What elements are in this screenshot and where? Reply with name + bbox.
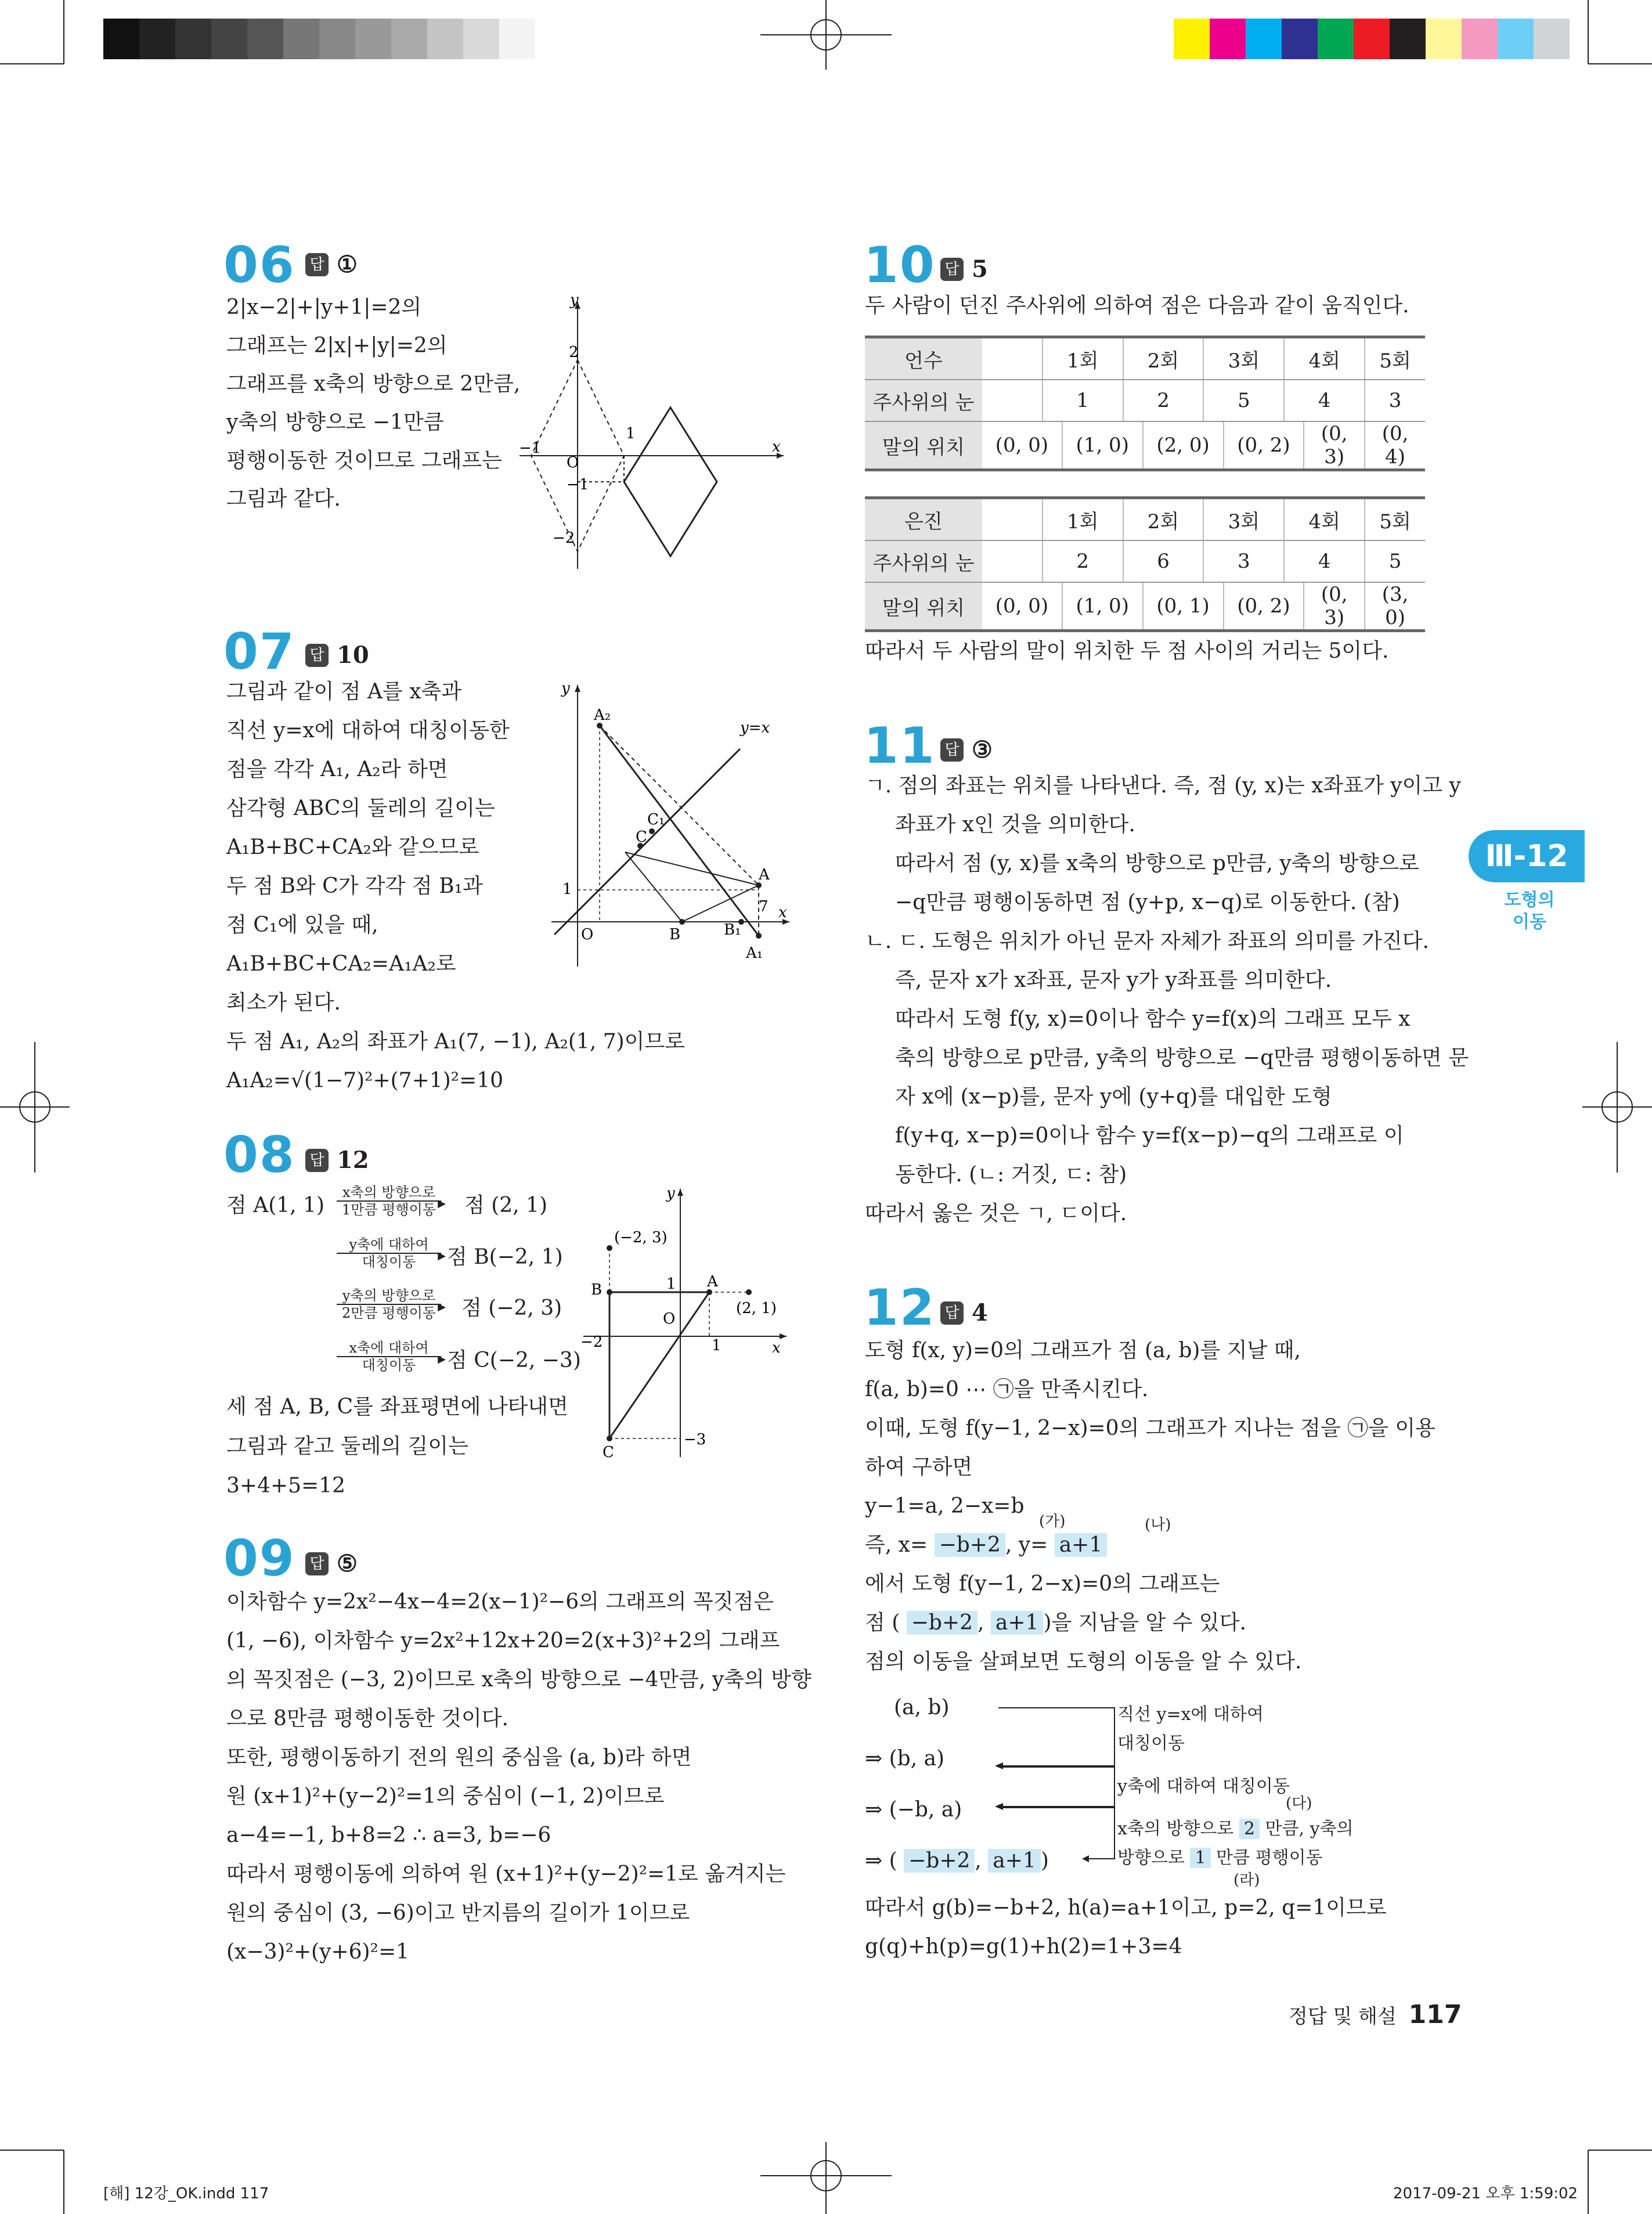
round-cell: 5회: [1365, 498, 1425, 541]
eq-mid: , y=: [1005, 1533, 1048, 1557]
text-line: 하여 구하면: [865, 1455, 973, 1479]
text-line: ㄱ. 점의 좌표는 위치를 나타낸다. 즉, 점 (y, x)는 x좌표가 y이고 y: [865, 774, 1461, 798]
axis-y-label: y: [666, 1185, 675, 1202]
start-point: 점 A(1, 1): [226, 1193, 325, 1217]
answer-blank-ga: −b+2: [935, 1533, 1005, 1557]
axis-y-label: y: [561, 680, 570, 697]
problem-10-number: 10: [864, 236, 936, 294]
chain-step: ⇒ (b, a): [865, 1747, 945, 1771]
axis-x-label: x: [778, 904, 787, 921]
dice-cell: 1: [1043, 380, 1123, 421]
answer-badge: 답: [305, 644, 329, 667]
tick-label: 2: [569, 344, 579, 361]
problem-06-graph: [511, 293, 789, 572]
section-label: 정답 및 해설: [1289, 2005, 1397, 2028]
text-line: 평행이동한 것이므로 그래프는: [226, 449, 502, 473]
position-cell: (1, 0): [1062, 582, 1143, 631]
text-line: 또한, 평행이동하기 전의 원의 중심을 (a, b)라 하면: [226, 1746, 692, 1769]
tick-label: −1: [567, 476, 589, 493]
text-line: 즉, 문자 x가 x좌표, 문자 y가 y좌표를 의미한다.: [895, 968, 1332, 992]
row-header: 주사위의 눈: [865, 380, 982, 421]
step-result: 점 (2, 1): [464, 1193, 548, 1217]
problem-08-number: 08: [223, 1126, 295, 1184]
point-label: A₂: [594, 706, 611, 724]
dice-cell: 5: [1365, 540, 1425, 582]
position-cell: (2, 0): [1143, 421, 1224, 470]
point-label: B: [669, 926, 681, 943]
text-line: f(a, b)=0 ⋯ ㉠을 만족시킨다.: [865, 1378, 1149, 1401]
point-label: C: [636, 828, 647, 846]
text-line: 최소가 된다.: [226, 991, 341, 1015]
arrow-label-top: x축의 방향으로: [342, 1184, 436, 1200]
text-line: 따라서 평행이동에 의하여 원 (x+1)²+(y−2)²=1로 옮겨지는: [226, 1862, 786, 1886]
text-line: 따라서 옳은 것은 ㄱ, ㄷ이다.: [865, 1202, 1127, 1225]
note-line: 직선 y=x에 대하여: [1117, 1704, 1264, 1725]
chain-brackets: [981, 1701, 1120, 1875]
label-na: (나): [1145, 1516, 1171, 1534]
answer-badge: 답: [940, 1301, 964, 1325]
arrow-label-top: y축의 방향으로: [342, 1288, 436, 1304]
round-cell: 1회: [1043, 337, 1123, 380]
text-line: 점 C₁에 있을 때,: [226, 913, 378, 937]
round-cell: 2회: [1123, 498, 1204, 541]
position-cell: (0, 0): [982, 421, 1062, 470]
arrow-label-bottom: 2만큼 평행이동: [341, 1305, 436, 1321]
round-cell: 4회: [1284, 498, 1365, 541]
dice-cell: 3: [1365, 380, 1425, 421]
position-cell: (0, 3): [1304, 421, 1365, 470]
text-line: 2|x−2|+|y+1|=2의: [226, 295, 422, 319]
file-info: [해] 12강_OK.indd 117: [103, 2185, 269, 2202]
text-line: 원 (x+1)²+(y−2)²=1의 중심이 (−1, 2)이므로: [226, 1784, 665, 1808]
text-line: 따라서 도형 f(y, x)=0이나 함수 y=f(x)의 그래프 모두 x: [895, 1007, 1411, 1031]
round-cell: 2회: [1123, 337, 1204, 380]
text-line: f(y+q, x−p)=0이나 함수 y=f(x−p)−q의 그래프로 이: [895, 1124, 1404, 1148]
dice-cell: 4: [1284, 380, 1365, 421]
dice-cell: 4: [1284, 540, 1365, 582]
text-line: 그래프를 x축의 방향으로 2만큼,: [226, 372, 521, 396]
dice-cell: 6: [1123, 540, 1204, 582]
text-line: 점을 각각 A₁, A₂라 하면: [226, 758, 448, 781]
answer-blank: a+1: [988, 1849, 1041, 1873]
axis-x-label: x: [772, 438, 781, 456]
position-cell: (0, 2): [1224, 582, 1304, 631]
text-line: 직선 y=x에 대하여 대칭이동한: [226, 719, 510, 742]
text-line: 그림과 같고 둘레의 길이는: [226, 1434, 468, 1458]
origin-label: O: [567, 454, 579, 471]
text-line: 그림과 같다.: [226, 487, 341, 511]
label-da: (다): [1286, 1795, 1312, 1812]
text-line: 삼각형 ABC의 둘레의 길이는: [226, 796, 495, 820]
answer-value: ①: [337, 251, 358, 278]
tick-label: 1: [562, 881, 572, 898]
point-label: A₁: [746, 944, 763, 962]
tick-label: −2: [580, 1333, 603, 1351]
dice-cell: 5: [1203, 380, 1284, 421]
round-cell: 3회: [1203, 337, 1284, 380]
problem-11-number: 11: [864, 717, 936, 775]
note-line: 만큼, y축의: [1265, 1819, 1354, 1839]
text-line: ㄴ. ㄷ. 도형은 위치가 아닌 문자 자체가 좌표의 의미를 가진다.: [865, 929, 1429, 953]
text-line: y−1=a, 2−x=b: [865, 1494, 1025, 1518]
text-line: a−4=−1, b+8=2 ∴ a=3, b=−6: [226, 1823, 551, 1847]
row-header: 주사위의 눈: [865, 540, 982, 582]
problem-07-graph: [549, 679, 792, 969]
step-result: 점 (−2, 3): [461, 1296, 562, 1320]
problem-09-number: 09: [223, 1530, 295, 1588]
page-footer: [1289, 2000, 1462, 2029]
dice-cell: 2: [1043, 540, 1123, 582]
dice-cell: 2: [1123, 380, 1204, 421]
round-cell: 5회: [1365, 337, 1425, 380]
chain-step: (a, b): [894, 1696, 950, 1719]
note-line: 만큼 평행이동: [1216, 1848, 1323, 1868]
problem-06-answer: [305, 251, 358, 278]
note-line: y축에 대하여 대칭이동: [1117, 1776, 1290, 1797]
intro-text: 두 사람이 던진 주사위에 의하여 점은 다음과 같이 움직인다.: [865, 294, 1409, 318]
point-label: B₁: [724, 921, 741, 939]
text-line: A₁B+BC+CA₂와 같으므로: [226, 835, 479, 859]
text-line: 두 점 B와 C가 각각 점 B₁과: [226, 874, 483, 898]
text-line: 원의 중심이 (3, −6)이고 반지름의 길이가 1이므로: [226, 1901, 690, 1925]
position-cell: (3, 0): [1365, 582, 1425, 631]
answer-blank-na: a+1: [1055, 1533, 1108, 1557]
problem-12-answer: [940, 1299, 988, 1326]
conclusion-text: 따라서 두 사람의 말이 위치한 두 점 사이의 거리는 5이다.: [865, 639, 1389, 663]
text-part: ⇒ (: [865, 1849, 897, 1873]
text-line: A₁B+BC+CA₂=A₁A₂로: [226, 952, 456, 976]
text-line: 두 점 A₁, A₂의 좌표가 A₁(7, −1), A₂(1, 7)이므로: [226, 1030, 685, 1054]
position-cell: (0, 0): [982, 582, 1062, 631]
text-line: 으로 8만큼 평행이동한 것이다.: [226, 1707, 508, 1730]
label-ra: (라): [1233, 1872, 1260, 1889]
point-label: A: [707, 1273, 718, 1290]
text-line: 축의 방향으로 p만큼, y축의 방향으로 −q만큼 평행이동하면 문: [895, 1046, 1469, 1070]
origin-label: O: [663, 1310, 676, 1328]
text-line: 자 x에 (x−p)를, 문자 y에 (y+q)를 대입한 도형: [895, 1085, 1332, 1109]
answer-value: ③: [972, 736, 993, 763]
text-line: 동한다. (ㄴ: 거짓, ㄷ: 참): [895, 1163, 1127, 1187]
position-cell: (0, 2): [1224, 421, 1304, 470]
text-line: 좌표가 x인 것을 의미한다.: [895, 813, 1135, 836]
eq-prefix: 즉, x=: [865, 1533, 928, 1557]
answer-badge: 답: [305, 1552, 329, 1575]
tick-label: −1: [519, 439, 542, 457]
chain-step: ⇒ (−b, a): [865, 1798, 962, 1822]
arrow-label-top: y축에 대하여: [349, 1236, 429, 1253]
row-header: 말의 위치: [865, 582, 982, 631]
answer-blank: −b+2: [907, 1611, 978, 1635]
row-header: 말의 위치: [865, 421, 982, 470]
answer-badge: 답: [305, 253, 329, 276]
text-line: 그림과 같이 점 A를 x축과: [226, 680, 462, 704]
dice-table-eunjin: [865, 496, 1425, 632]
passing-point: [865, 1610, 1246, 1636]
step-result: 점 B(−2, 1): [447, 1245, 563, 1269]
arrow-label-bottom: 1만큼 평행이동: [341, 1202, 436, 1218]
position-cell: (1, 0): [1062, 421, 1143, 470]
page-number: 117: [1408, 2000, 1462, 2029]
problem-08-answer: [305, 1146, 369, 1174]
answer-blank: −b+2: [904, 1849, 975, 1873]
round-cell: 3회: [1203, 498, 1284, 541]
position-cell: (0, 4): [1365, 421, 1425, 470]
origin-label: O: [581, 926, 594, 943]
text-line: y축의 방향으로 −1만큼: [226, 410, 444, 434]
point-label: C: [603, 1444, 614, 1461]
note-line: 방향으로: [1117, 1848, 1185, 1868]
label-ga: (가): [1039, 1513, 1066, 1530]
axis-y-label: y: [570, 293, 579, 309]
text-line: 에서 도형 f(y−1, 2−x)=0의 그래프는: [865, 1572, 1220, 1596]
chapter-label: [1474, 889, 1585, 933]
row-header: 언수: [865, 337, 982, 380]
point-label: (−2, 3): [614, 1229, 668, 1246]
dice-cell: 3: [1203, 540, 1284, 582]
axis-x-label: x: [772, 1339, 781, 1357]
arrow-label-top: x축에 대하여: [349, 1340, 429, 1356]
answer-value: ⑤: [337, 1550, 358, 1577]
answer-value: 4: [972, 1299, 988, 1326]
problem-11-answer: [940, 736, 993, 763]
answer-value: 5: [972, 255, 988, 283]
answer-badge: 답: [940, 258, 964, 281]
chapter-code: Ⅲ-12: [1485, 839, 1568, 874]
text-part: )을 지남을 알 수 있다.: [1043, 1611, 1246, 1635]
text-line: 그래프는 2|x|+|y|=2의: [226, 334, 448, 358]
text-line: 이차함수 y=2x²−4x−4=2(x−1)²−6의 그래프의 꼭짓점은: [226, 1590, 774, 1614]
text-part: ,: [978, 1611, 984, 1635]
answer-badge: 답: [940, 738, 964, 762]
print-timestamp: 2017-09-21 오후 1:59:02: [1393, 2185, 1578, 2202]
problem-08-graph: [580, 1184, 789, 1463]
tick-label: 1: [712, 1337, 722, 1354]
text-line: 3+4+5=12: [226, 1474, 346, 1498]
answer-badge: 답: [305, 1149, 329, 1172]
position-cell: (0, 3): [1304, 582, 1365, 631]
solution-equation: [865, 1533, 1107, 1558]
tick-label: 1: [626, 425, 636, 442]
answer-value: 12: [337, 1146, 369, 1174]
text-line: 이때, 도형 f(y−1, 2−x)=0의 그래프가 지나는 점을 ㉠을 이용: [865, 1416, 1435, 1440]
tick-label: 1: [666, 1275, 676, 1293]
tick-label: −3: [684, 1431, 706, 1448]
point-label: B: [591, 1281, 603, 1299]
note-line: 대칭이동: [1117, 1733, 1185, 1754]
text-part: ): [1040, 1849, 1049, 1873]
text-line: 도형 f(x, y)=0의 그래프가 점 (a, b)를 지날 때,: [865, 1339, 1301, 1362]
text-line: 따라서 점 (y, x)를 x축의 방향으로 p만큼, y축의 방향으로: [895, 852, 1419, 875]
tick-label: −2: [553, 529, 575, 547]
arrow-label-bottom: 대칭이동: [362, 1357, 416, 1373]
round-cell: 4회: [1284, 337, 1365, 380]
text-line: (1, −6), 이차함수 y=2x²+12x+20=2(x+3)²+2의 그래프: [226, 1629, 780, 1653]
note-line: x축의 방향으로: [1117, 1819, 1234, 1839]
chapter-label-line1: 도형의: [1504, 890, 1555, 910]
text-part: ,: [975, 1849, 982, 1873]
point-label: A: [759, 866, 770, 884]
text-line: g(q)+h(p)=g(1)+h(2)=1+3=4: [865, 1935, 1182, 1959]
text-line: (x−3)²+(y+6)²=1: [226, 1940, 410, 1964]
point-label: C₁: [647, 811, 665, 828]
line-label: y=x: [740, 719, 770, 737]
answer-blank: a+1: [991, 1611, 1044, 1635]
text-line: 따라서 g(b)=−b+2, h(a)=a+1이고, p=2, q=1이므로: [865, 1896, 1387, 1920]
arrow-label-bottom: 대칭이동: [362, 1254, 416, 1270]
tick-label: 7: [759, 898, 769, 915]
answer-value: 10: [337, 641, 369, 669]
position-cell: (0, 1): [1143, 582, 1224, 631]
text-line: 점의 이동을 살펴보면 도형의 이동을 알 수 있다.: [865, 1650, 1302, 1674]
point-label: (2, 1): [736, 1300, 777, 1317]
problem-06-number: 06: [223, 236, 295, 294]
chapter-label-line2: 이동: [1513, 912, 1546, 932]
problem-09-answer: [305, 1550, 358, 1577]
text-part: 점 (: [865, 1611, 900, 1635]
blank-ra: 1: [1190, 1848, 1210, 1868]
chapter-tab: [1469, 830, 1585, 882]
step-result: 점 C(−2, −3): [447, 1348, 581, 1372]
problem-12-number: 12: [864, 1279, 936, 1337]
row-header: 은진: [865, 498, 982, 541]
round-cell: 1회: [1043, 498, 1123, 541]
problem-07-number: 07: [223, 623, 295, 681]
text-line: A₁A₂=√(1−7)²+(7+1)²=10: [226, 1069, 504, 1092]
dice-table-eonsu: [865, 336, 1425, 471]
blank-da: 2: [1239, 1819, 1260, 1839]
text-line: −q만큼 평행이동하면 점 (y+p, x−q)로 이동한다. (참): [895, 890, 1400, 914]
problem-10-answer: [940, 255, 988, 283]
text-line: 의 꼭짓점은 (−3, 2)이므로 x축의 방향으로 −4만큼, y축의 방향: [226, 1668, 811, 1692]
problem-07-answer: [305, 641, 369, 669]
text-line: 세 점 A, B, C를 좌표평면에 나타내면: [226, 1395, 568, 1419]
